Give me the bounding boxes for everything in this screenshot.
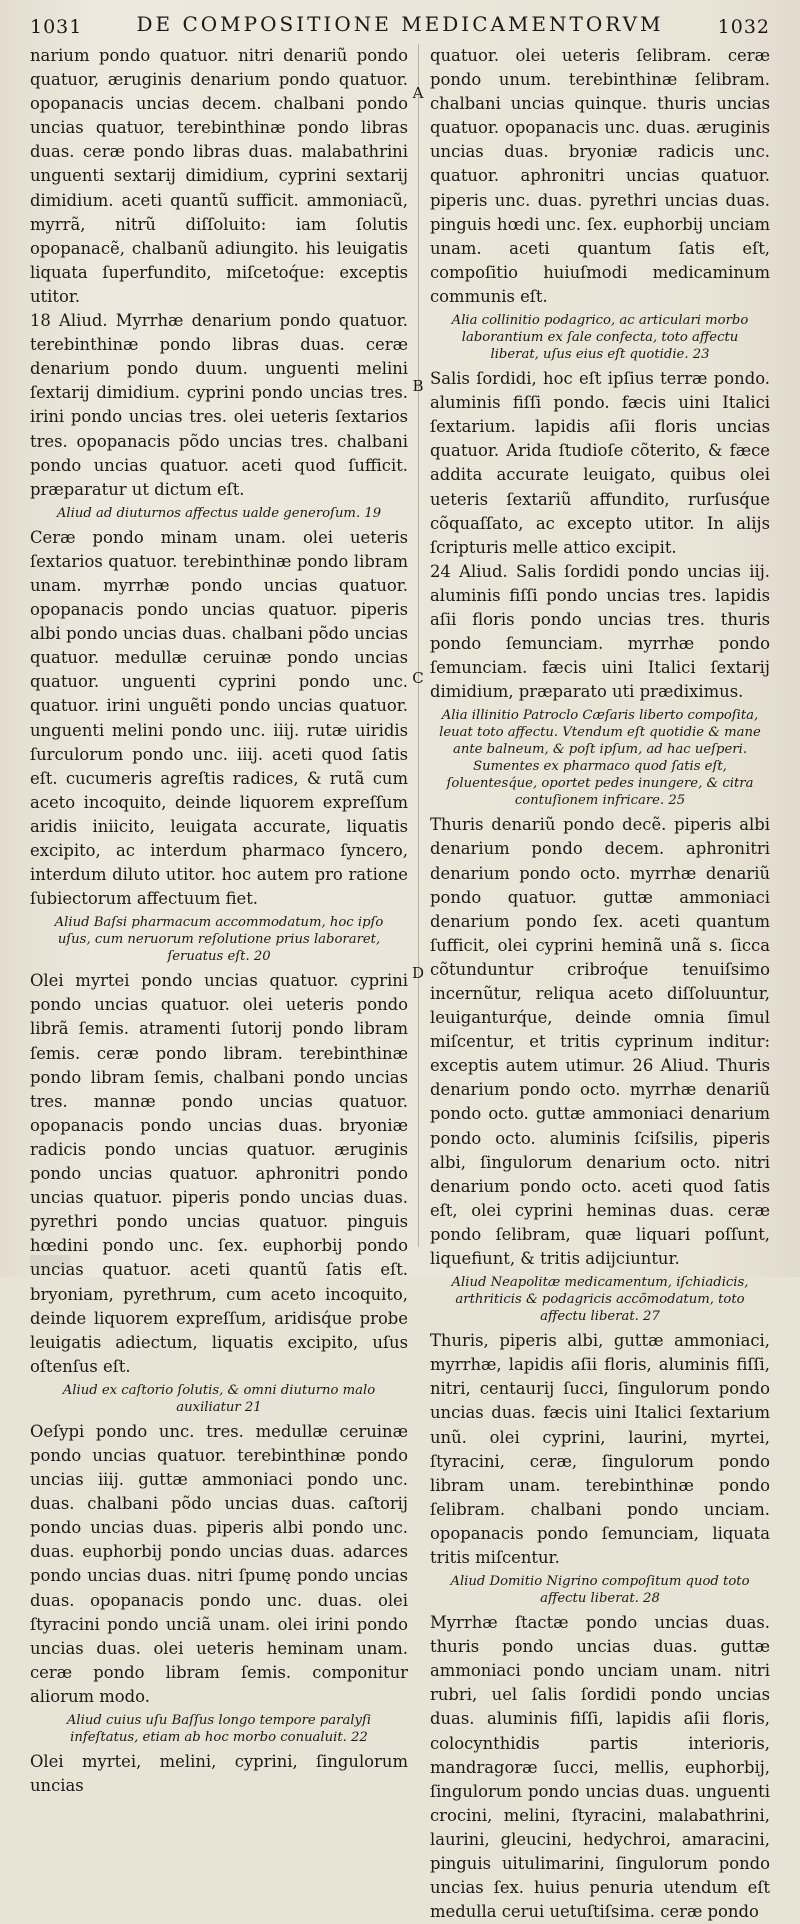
margin-letter: B — [412, 377, 424, 395]
right-column — [430, 44, 770, 1922]
column-divider — [418, 44, 419, 1247]
recipe-heading: Aliud ex caſtorio ſolutis, & omni diuturno malo auxiliatur 21 — [62, 1382, 376, 1415]
recipe-heading: Aliud Neapolitæ medicamentum, iſchiadicis, arthriticis & podagricis accõmodatum, toto affectu liberat. 27 — [451, 1275, 749, 1325]
recipe-heading: Aliud Baſsi pharmacum accommodatum, hoc ipſo uſus, cum neruorum reſolutione prius laboraret, ſeruatus eſt. 20 — [54, 915, 384, 965]
recipe-heading: Aliud cuius uſu Baſſus longo tempore paralyſi infeſtatus, etiam ab hoc morbo conualuit. 22 — [66, 1713, 372, 1745]
page-smudge — [30, 1255, 70, 1269]
running-title: DE COMPOSITIONE MEDICAMENTORVM — [136, 12, 664, 36]
page-number-right: 1032 — [717, 16, 770, 38]
recipe-paragraph: 18 Aliud. Myrrhæ denarium pondo quatuor. terebinthinæ pondo libras duas. ceræ denarium pondo duum. unguenti melini ſextarij dimidium. cyprini pondo uncias tres. irini pondo uncias tres. olei ueteris ſextarios tres. opopanacis põdo uncias tres. chalbani pondo uncias quatuor. aceti quod ſufficit. præparatur ut dictum eſt. — [30, 311, 408, 499]
recipe-paragraph: Ceræ pondo minam unam. olei ueteris ſextarios quatuor. terebinthinæ pondo libram unam. myrrhæ pondo uncias quatuor. opopanacis pondo uncias quatuor. piperis albi pondo uncias duas. chalbani põdo uncias quatuor. medullæ ceruinæ pondo uncias quatuor. unguenti cyprini pondo unc. quatuor. irini unguẽti pondo uncias quatuor. unguenti melini pondo unc. iiij. rutæ uiridis ſurculorum pondo unc. iiij. aceti quod ſatis eſt. cucumeris agreſtis radices, & rutã cum aceto incoquito, deinde liquorem expreſſum aridis iniicito, leuigata accurate, liquatis excipito, ac interdum pharmaco ſyncero, interdum diluto utitor. hoc autem pro ratione ſubiectorum affectuum fiet. — [30, 527, 408, 909]
margin-letter: C — [412, 669, 424, 687]
margin-letter: A — [412, 84, 424, 102]
margin-letter: D — [411, 964, 425, 982]
page-number-left: 1031 — [30, 16, 83, 38]
recipe-paragraph: quatuor. olei ueteris ſelibram. ceræ pondo unum. terebinthinæ ſelibram. chalbani uncias quinque. thuris uncias quatuor. opopanacis unc. duas. æruginis uncias duas. bryoniæ radicis unc. quatuor. aphronitri uncias quatuor. piperis unc. duas. pyrethri uncias duas. pinguis hœdi unc. ſex. euphorbij unciam unam. aceti quantum ſatis eſt, compoſitio huiuſmodi medicaminum communis eſt. — [430, 46, 770, 306]
recipe-paragraph: narium pondo quatuor. nitri denariũ pondo quatuor, æruginis denarium pondo quatuor. opopanacis uncias decem. chalbani pondo uncias quatuor, terebinthinæ pondo libras duas. ceræ pondo libras duas. malabathrini unguenti sextarij dimidium, cyprini sextarij dimidium. aceti quantũ sufficit. ammoniacũ, myrrã, nitrũ diſſoluito: iam ſolutis opopanacẽ, chalbanũ adiungito. his leuigatis liquata ſuperfundito, miſcetoq́ue: exceptis utitor. — [30, 46, 408, 306]
recipe-paragraph: 24 Aliud. Salis ſordidi pondo uncias iij. aluminis fiſſi pondo uncias tres. lapidis aſii floris pondo uncias tres. thuris pondo ſemunciam. myrrhæ pondo ſemunciam. fæcis uini Italici ſextarij dimidium, præparato uti prædiximus. — [430, 561, 770, 702]
recipe-heading: Alia illinitio Patroclo Cæſaris liberto compoſita, leuat toto affectu. Vtendum eſt quotidie & mane ante balneum, & poſt ipſum, ad hac ueſperi. Sumentes ex pharmaco quod ſatis eſt, ſoluentesq́ue, oportet pedes inungere, & citra contuſionem infricare. 25 — [439, 708, 761, 809]
recipe-heading: Aliud ad diuturnos affectus ualde generoſum. 19 — [56, 505, 382, 521]
recipe-paragraph: Olei myrtei, melini, cyprini, ſingulorum uncias — [30, 1752, 408, 1796]
left-column — [30, 44, 408, 1796]
recipe-paragraph: Myrrhæ ſtactæ pondo uncias duas. thuris pondo uncias duas. guttæ ammoniaci pondo unciam unam. nitri rubri, uel ſalis ſordidi pondo uncias duas. aluminis fiſſi, lapidis aſii floris, colocynthidis partis interioris, mandragoræ ſucci, mellis, euphorbij, ſingulorum pondo uncias duas. unguenti crocini, melini, ſtyracini, malabathrini, laurini, gleucini, hedychroi, amaracini, pinguis uitulimarini, ſingulorum pondo uncias ſex. huius penuria utendum eſt medulla cerui uetuſtiſsima. ceræ pondo — [430, 1613, 770, 1922]
page-header — [22, 10, 778, 40]
recipe-paragraph: Thuris denariũ pondo decẽ. piperis albi denarium pondo decem. aphronitri denarium pondo octo. myrrhæ denariũ pondo quatuor. guttæ ammoniaci denarium pondo ſex. aceti quantum ſufficit, olei cyprini heminã unã s. ſicca cõtunduntur cribroq́ue tenuiſsimo incernũtur, reliqua aceto diſſoluuntur, leuiganturq́ue, deinde omnia ſimul miſcentur, et tritis cyprinum inditur: exceptis autem utimur. 26 Aliud. Thuris denarium pondo octo. myrrhæ denariũ pondo octo. guttæ ammoniaci denarium pondo octo. aluminis ſciſsilis, piperis albi, ſingulorum denarium octo. nitri denarium pondo octo. aceti quod ſatis eſt, olei cyprini heminas duas. ceræ pondo ſelibram, quæ liquari poſſunt, liquefiunt, & tritis adijciuntur. — [430, 815, 770, 1269]
recipe-paragraph: Olei myrtei pondo uncias quatuor. cyprini pondo uncias quatuor. olei ueteris pondo librã ſemis. atramenti ſutorij pondo libram ſemis. ceræ pondo libram. terebinthinæ pondo libram ſemis, chalbani pondo uncias tres. mannæ pondo uncias quatuor. opopanacis pondo uncias duas. bryoniæ radicis pondo uncias quatuor. æruginis pondo uncias quatuor. aphronitri pondo uncias quatuor. piperis pondo uncias duas. pyrethri pondo uncias quatuor. pinguis hœdini pondo unc. ſex. euphorbij pondo uncias quatuor. aceti quantũ ſatis eſt. bryoniam, pyrethrum, cum aceto incoquito, deinde liquorem expreſſum, aridisq́ue probe leuigatis adiectum, liquatis excipito, uſus oſtenſus eſt. — [30, 971, 408, 1376]
recipe-paragraph: Oeſypi pondo unc. tres. medullæ ceruinæ pondo uncias quatuor. terebinthinæ pondo uncias iiij. guttæ ammoniaci pondo unc. duas. chalbani põdo uncias duas. caſtorij pondo uncias duas. piperis albi pondo unc. duas. euphorbij pondo uncias duas. adarces pondo uncias duas. nitri ſpumę pondo uncias duas. opopanacis pondo unc. duas. olei ſtyracini pondo unciã unam. olei irini pondo uncias duas. olei ueteris heminam unam. ceræ pondo libram ſemis. componitur aliorum modo. — [30, 1421, 408, 1706]
recipe-heading: Alia collinitio podagrico, ac articulari morbo laborantium ex ſale confecta, toto affectu liberat, uſus eius eſt quotidie. 23 — [451, 313, 749, 363]
recipe-heading: Aliud Domitio Nigrino compoſitum quod toto affectu liberat. 28 — [450, 1574, 750, 1607]
recipe-paragraph: Salis ſordidi, hoc eſt ipſius terræ pondo. aluminis fiſſi pondo. fæcis uini Italici ſextarium. lapidis aſii floris uncias quatuor. Arida ſtudioſe cõterito, & fæce addita accurate leuigato, quibus olei ueteris ſextariũ affundito, rurſusq́ue cõquaſſato, ac excepto utitor. In alijs ſcripturis melle attico excipit. — [430, 369, 770, 557]
recipe-paragraph: Thuris, piperis albi, guttæ ammoniaci, myrrhæ, lapidis aſii floris, aluminis fiſſi, nitri, centaurij ſucci, ſingulorum pondo uncias duas. fæcis uini Italici ſextarium unũ. olei cyprini, laurini, myrtei, ſtyracini, ceræ, ſingulorum pondo libram unam. terebinthinæ pondo ſelibram. chalbani pondo unciam. opopanacis pondo ſemunciam, liquata tritis miſcentur. — [430, 1331, 770, 1567]
